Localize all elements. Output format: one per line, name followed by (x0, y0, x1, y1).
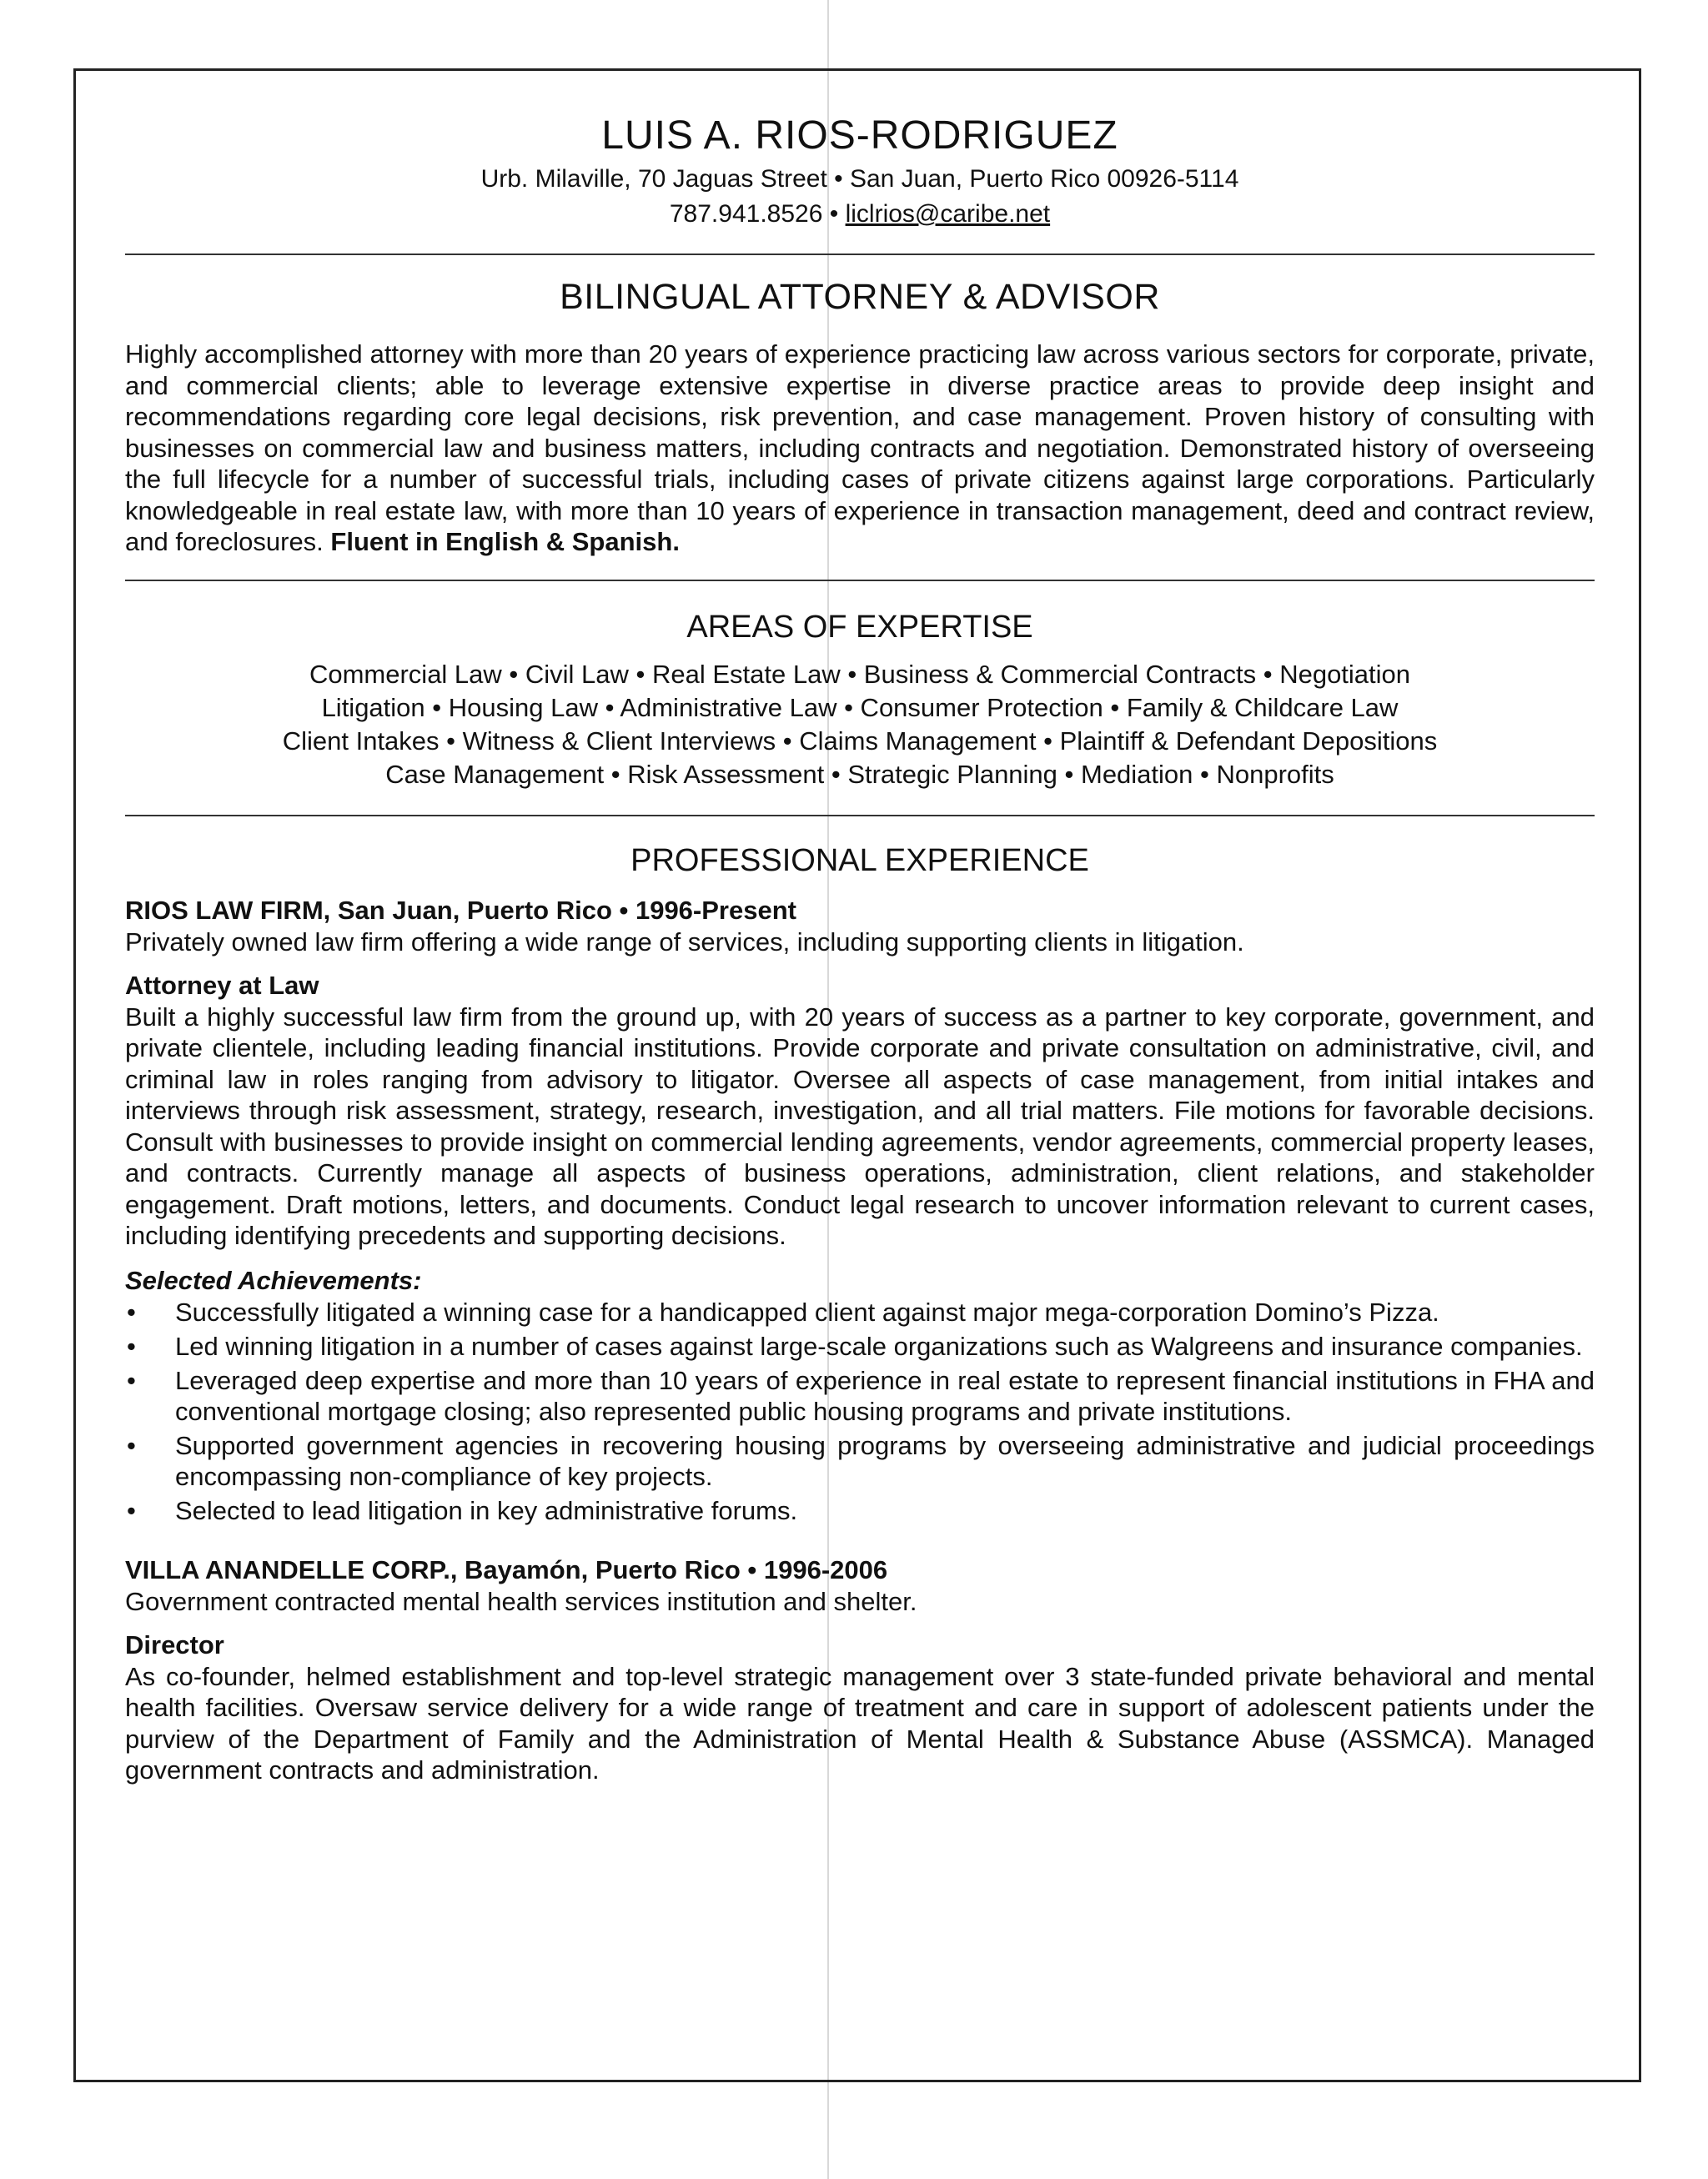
achievement-text: Selected to lead litigation in key administrative forums. (175, 1495, 798, 1525)
job-details: Built a highly successful law firm from the ground up, with 20 years of success as a partner to key corporate, government, and private clientele, including leading financial institutions. Provide corporate and private consultation on administrative, civil, and criminal law in roles ranging from advisory to litigator. Oversee all aspects of case management, from initial intakes and interviews through risk assessment, strategy, research, investigation, and all trial matters. File motions for favorable decisions. Consult with businesses to provide insight on commercial lending agreements, vendor agreements, commercial property leases, and contracts. Currently manage all aspects of business operations, administration, client relations, and stakeholder engagement. Draft motions, letters, and documents. Conduct legal research to uncover information relevant to current cases, including identifying precedents and supporting decisions. (125, 1002, 1595, 1250)
job-entry (125, 1554, 1595, 1786)
summary-paragraph (125, 339, 1595, 558)
achievements-title: Selected Achievements: (125, 1265, 422, 1295)
contact-email[interactable]: liclrios@caribe.net (845, 200, 1051, 228)
expertise-line: Client Intakes • Witness & Client Interviews • Claims Management • Plaintiff & Defendant Depositions (282, 725, 1438, 756)
job-role: Director (125, 1629, 224, 1659)
expertise-line: Commercial Law • Civil Law • Real Estate Law • Business & Commercial Contracts • Negotiation (309, 659, 1411, 689)
summary-text: Highly accomplished attorney with more than 20 years of experience practicing law across various sectors for corporate, private, and commercial clients; able to leverage extensive expertise in diverse practice areas to provide deep insight and recommendations regarding core legal decisions, risk prevention, and case management. Proven history of consulting with businesses on commercial law and business matters, including contracts and negotiation. Demonstrated history of overseeing the full lifecycle for a number of successful trials, including cases of private citizens against large corporations. Particularly knowledgeable in real estate law, with more than 10 years of experience in transaction management, deed and contract review, and foreclosures. (125, 339, 1595, 556)
summary-language-note: Fluent in English & Spanish. (330, 527, 680, 556)
bullet-glyph: • (127, 1297, 136, 1327)
headline: BILINGUAL ATTORNEY & ADVISOR (560, 277, 1160, 317)
bullet-glyph: • (127, 1430, 136, 1460)
achievement-item (125, 1331, 1595, 1362)
expertise-list (125, 658, 1595, 791)
expertise-line: Litigation • Housing Law • Administrative Law • Consumer Protection • Family & Childcare Law (321, 692, 1399, 722)
job-role: Attorney at Law (125, 970, 319, 1000)
contact-address: Urb. Milaville, 70 Jaguas Street • San Juan, Puerto Rico 00926-5114 (480, 165, 1239, 193)
expertise-title: AREAS OF EXPERTISE (686, 609, 1033, 645)
achievements-list (125, 1297, 1595, 1526)
job-entry (125, 895, 1595, 1526)
achievement-text: Leveraged deep expertise and more than 10 years of experience in real estate to represent financial institutions in FHA and conventional mortgage closing; also represented public housing programs and private institutions. (175, 1365, 1595, 1426)
resume-content (125, 108, 1595, 1786)
expertise-line: Case Management • Risk Assessment • Strategic Planning • Mediation • Nonprofits (385, 759, 1334, 789)
job-company: RIOS LAW FIRM, San Juan, Puerto Rico • 1996-Present (125, 895, 796, 925)
candidate-name: LUIS A. RIOS-RODRIGUEZ (601, 113, 1118, 158)
achievement-text: Successfully litigated a winning case for a handicapped client against major mega-corporation Domino’s Pizza. (175, 1297, 1439, 1327)
contact-line (125, 197, 1595, 232)
job-details: As co-founder, helmed establishment and top-level strategic management over 3 state-funded private behavioral and mental health facilities. Oversaw service delivery for a wide range of treatment and care in support of adolescent patients under the purview of the Department of Family and the Administration of Mental Health & Substance Abuse (ASSMCA). Managed government contracts and administration. (125, 1661, 1595, 1785)
divider (125, 815, 1595, 816)
job-description: Government contracted mental health services institution and shelter. (125, 1586, 917, 1616)
achievement-item (125, 1430, 1595, 1492)
contact-phone: 787.941.8526 • (669, 200, 839, 228)
job-company: VILLA ANANDELLE CORP., Bayamón, Puerto Rico • 1996-2006 (125, 1554, 888, 1584)
achievement-item (125, 1297, 1595, 1328)
bullet-glyph: • (127, 1495, 136, 1525)
achievement-item (125, 1495, 1595, 1526)
resume-header (125, 110, 1595, 232)
divider (125, 580, 1595, 581)
achievement-text: Led winning litigation in a number of cases against large-scale organizations such as Walgreens and insurance companies. (175, 1331, 1583, 1361)
job-description: Privately owned law firm offering a wide range of services, including supporting clients in litigation. (125, 926, 1244, 956)
bullet-glyph: • (127, 1365, 136, 1395)
achievement-text: Supported government agencies in recovering housing programs by overseeing administrative and judicial proceedings encompassing non-compliance of key projects. (175, 1430, 1595, 1491)
experience-title: PROFESSIONAL EXPERIENCE (630, 842, 1089, 878)
bullet-glyph: • (127, 1331, 136, 1361)
achievement-item (125, 1365, 1595, 1427)
divider (125, 254, 1595, 255)
